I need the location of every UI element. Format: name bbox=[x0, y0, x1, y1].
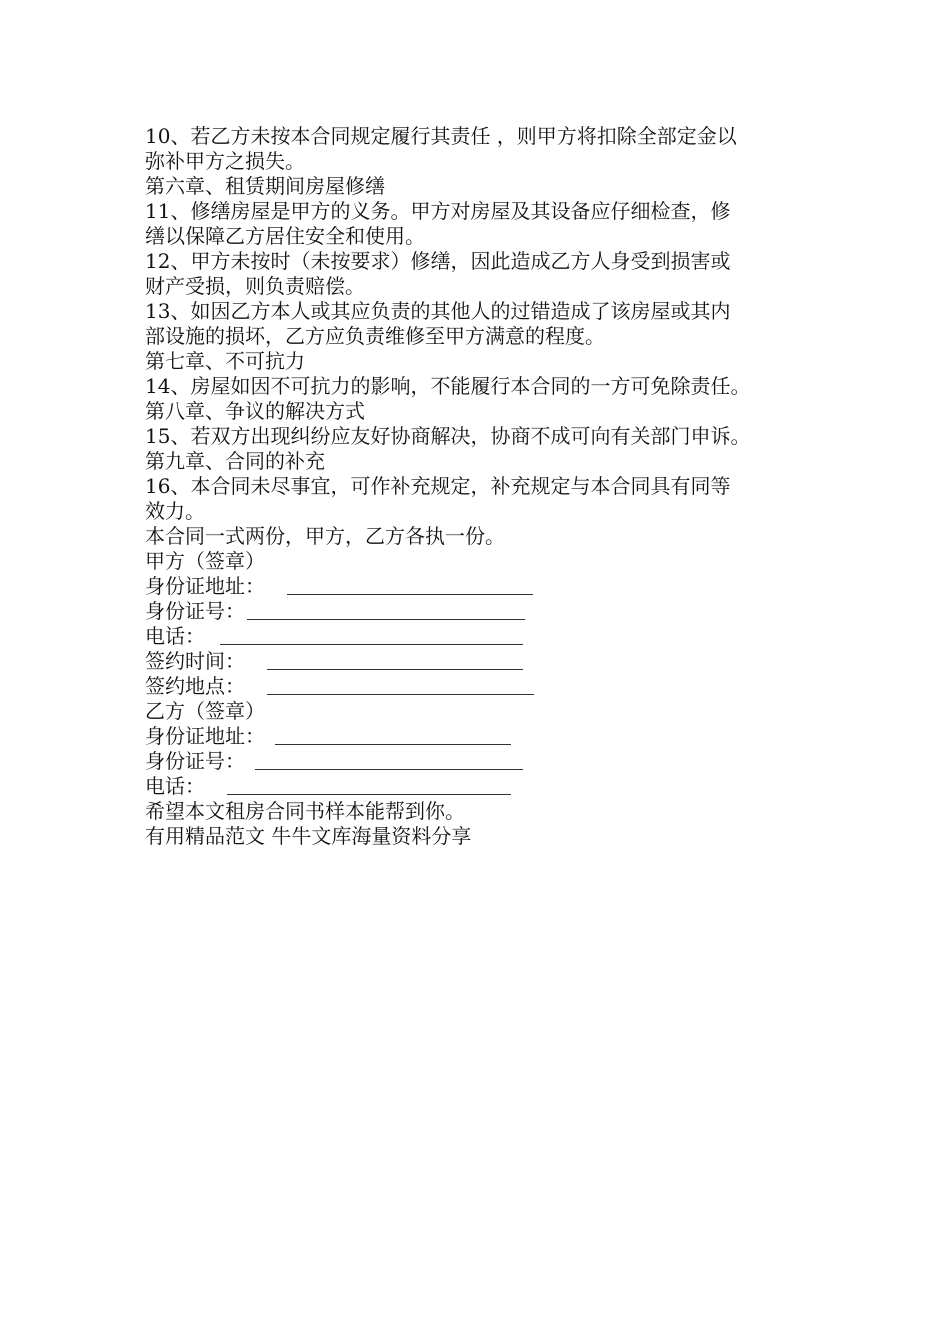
party-a-sign-time-row bbox=[145, 649, 815, 674]
party-a-phone-label: 电话： bbox=[145, 624, 205, 648]
party-a-phone-row bbox=[145, 624, 815, 649]
party-b-phone-row bbox=[145, 774, 815, 799]
chapter-7-heading: 第七章、不可抗力 bbox=[145, 349, 305, 373]
copies-statement: 本合同一式两份，甲方，乙方各执一份。 bbox=[145, 524, 505, 548]
clause-11-line-2: 缮以保障乙方居住安全和使用。 bbox=[145, 224, 425, 248]
party-a-phone-blank[interactable] bbox=[220, 626, 523, 645]
party-a-sign-time-blank[interactable] bbox=[267, 651, 523, 670]
party-b-id-number-blank[interactable] bbox=[255, 751, 523, 770]
party-a-id-address-label: 身份证地址： bbox=[145, 574, 265, 598]
party-b-id-number-row bbox=[145, 749, 815, 774]
party-b-id-address-label: 身份证地址： bbox=[145, 724, 265, 748]
party-a-id-number-blank[interactable] bbox=[247, 601, 525, 620]
clause-11-line-1: 11、修缮房屋是甲方的义务。甲方对房屋及其设备应仔细检查，修 bbox=[145, 199, 731, 223]
closing-note: 希望本文租房合同书样本能帮到你。 bbox=[145, 799, 465, 823]
party-b-phone-blank[interactable] bbox=[227, 776, 511, 795]
clause-14: 14、房屋如因不可抗力的影响，不能履行本合同的一方可免除责任。 bbox=[145, 374, 751, 398]
party-a-sign-time-label: 签约时间： bbox=[145, 649, 245, 673]
party-a-id-number-row bbox=[145, 599, 815, 624]
party-a-sign-place-label: 签约地点： bbox=[145, 674, 245, 698]
clause-15: 15、若双方出现纠纷应友好协商解决，协商不成可向有关部门申诉。 bbox=[145, 424, 751, 448]
party-a-id-address-blank[interactable] bbox=[287, 576, 533, 595]
party-b-heading: 乙方（签章） bbox=[145, 699, 265, 723]
party-b-id-address-blank[interactable] bbox=[275, 726, 511, 745]
clause-16-line-1: 16、本合同未尽事宜，可作补充规定，补充规定与本合同具有同等 bbox=[145, 474, 731, 498]
clause-13-line-2: 部设施的损坏，乙方应负责维修至甲方满意的程度。 bbox=[145, 324, 605, 348]
clause-10-line-2: 弥补甲方之损失。 bbox=[145, 149, 305, 173]
party-a-heading: 甲方（签章） bbox=[145, 549, 265, 573]
chapter-8-heading: 第八章、争议的解决方式 bbox=[145, 399, 365, 423]
chapter-6-heading: 第六章、租赁期间房屋修缮 bbox=[145, 174, 385, 198]
clause-10-line-1: 10、若乙方未按本合同规定履行其责任 ，则甲方将扣除全部定金以 bbox=[145, 124, 737, 148]
party-a-sign-place-blank[interactable] bbox=[267, 676, 534, 695]
contract-body bbox=[145, 124, 815, 849]
chapter-9-heading: 第九章、合同的补充 bbox=[145, 449, 325, 473]
party-b-id-address-row bbox=[145, 724, 815, 749]
party-a-sign-place-row bbox=[145, 674, 815, 699]
clause-12-line-1: 12、甲方未按时（未按要求）修缮，因此造成乙方人身受到损害或 bbox=[145, 249, 731, 273]
party-a-id-number-label: 身份证号： bbox=[145, 599, 245, 623]
clause-12-line-2: 财产受损，则负责赔偿。 bbox=[145, 274, 365, 298]
clause-16-line-2: 效力。 bbox=[145, 499, 205, 523]
party-a-id-address-row bbox=[145, 574, 815, 599]
footer-tagline: 有用精品范文 牛牛文库海量资料分享 bbox=[145, 824, 472, 848]
clause-13-line-1: 13、如因乙方本人或其应负责的其他人的过错造成了该房屋或其内 bbox=[145, 299, 731, 323]
party-b-phone-label: 电话： bbox=[145, 774, 205, 798]
party-b-id-number-label: 身份证号： bbox=[145, 749, 245, 773]
